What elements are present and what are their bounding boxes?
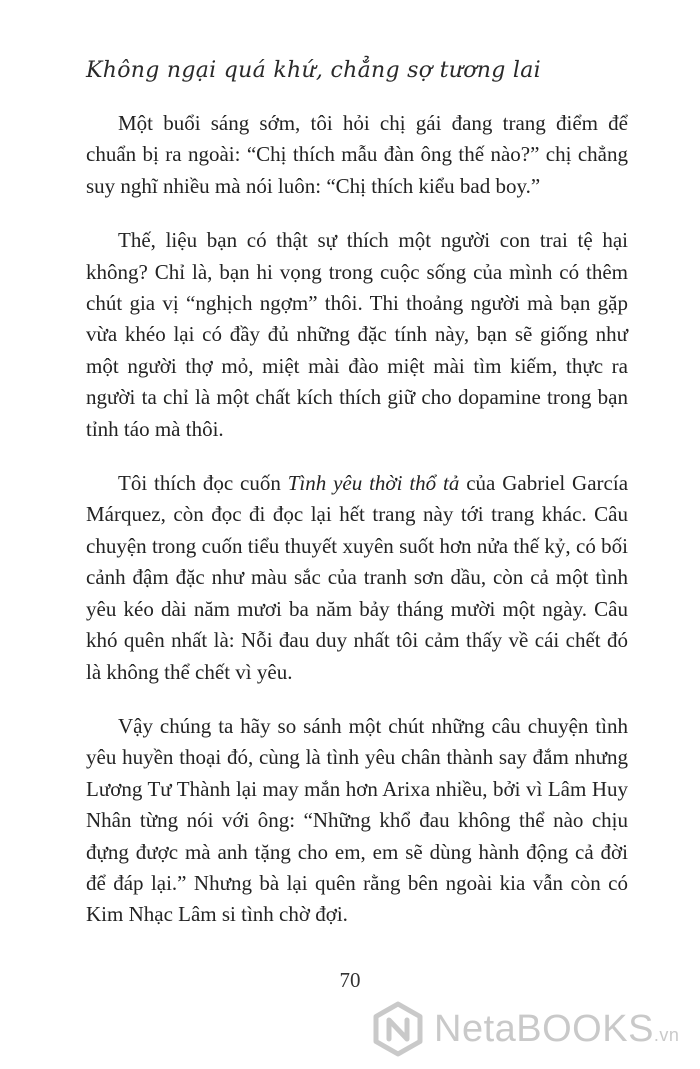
paragraph-text: của Gabriel García Márquez, còn đọc đi đọc lại hết trang này tới trang khác. Câu chuyện trong cuốn tiểu thuyết xuyên suốt hơn nửa thế kỷ, có bối cảnh đậm đặc như màu sắc của tranh sơn dầu, còn cả một tình yêu kéo dài năm mươi ba năm bảy tháng mười một ngày. Câu khó quên nhất là: Nỗi đau duy nhất tôi cảm thấy về cái chết đó là không thể chết vì yêu. — [86, 471, 629, 684]
paragraph-text: Tôi thích đọc cuốn — [118, 471, 288, 496]
running-header: Không ngại quá khứ, chẳng sợ tương lai — [86, 58, 541, 83]
paragraph: Vậy chúng ta hãy so sánh một chút những câu chuyện tình yêu huyền thoại đó, cùng là tình yêu chân thành say đắm nhưng Lương Tư Thành lại may mắn hơn Arixa nhiều, bởi vì Lâm Huy Nhân từng nói với ông: “Những khổ đau không thể nào chịu đựng được mà anh tặng cho em, em sẽ dùng hành động cả đời để đáp lại.” Nhưng bà lại quên rằng bên ngoài kia vẫn còn có Kim Nhạc Lâm si tình chờ đợi. — [86, 713, 628, 927]
paragraph: Thế, liệu bạn có thật sự thích một người con trai tệ hại không? Chỉ là, bạn hi vọng trong cuộc sống của mình có thêm chút gia vị “nghịch ngợm” thôi. Thi thoảng người mà bạn gặp vừa khéo lại có đầy đủ những đặc tính này, bạn sẽ giống như một người thợ mỏ, miệt mài đào miệt mài tìm kiếm, thực ra người ta chỉ là một chất kích thích giữ cho dopamine trong bạn tỉnh táo mà thôi. — [86, 228, 628, 441]
netabooks-n-logo-icon — [370, 1001, 426, 1057]
netabooks-watermark — [370, 1001, 679, 1057]
paragraph: Một buổi sáng sớm, tôi hỏi chị gái đang trang điểm để chuẩn bị ra ngoài: “Chị thích mẫu đàn ông thế nào?” chị chẳng suy nghĩ nhiều mà nói luôn: “Chị thích kiểu bad boy.” — [86, 111, 628, 198]
paragraph — [86, 468, 628, 688]
book-title: Tình yêu thời thổ tả — [287, 471, 460, 496]
watermark-brand: NetaBOOKS.vn — [434, 1007, 680, 1050]
page-number: 70 — [339, 968, 361, 992]
page-body — [86, 108, 628, 931]
